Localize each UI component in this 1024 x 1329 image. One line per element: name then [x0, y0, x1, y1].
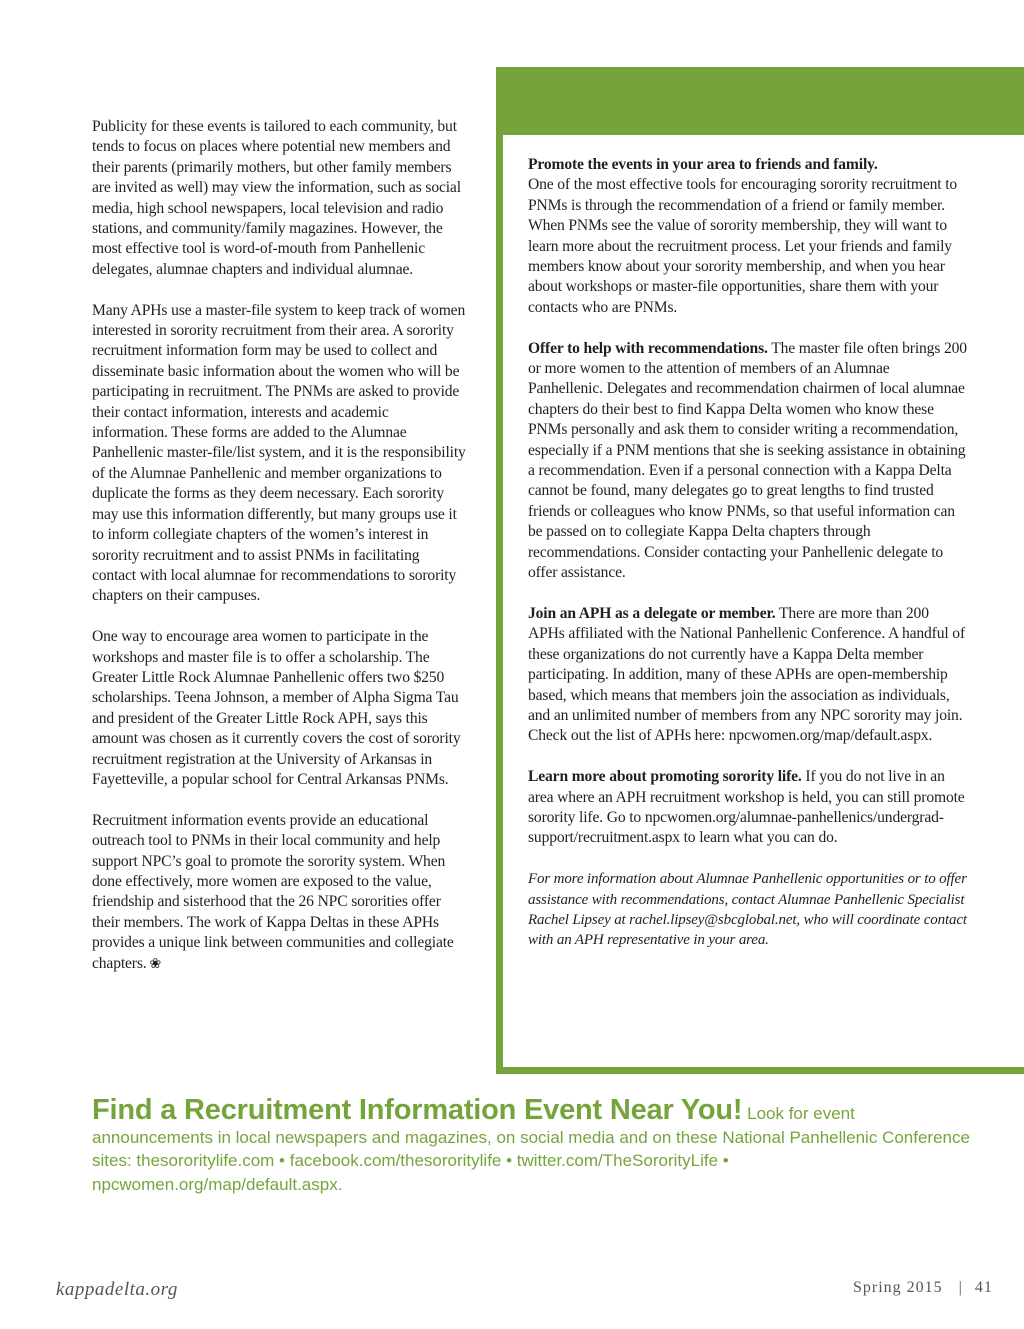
footer-site: kappadelta.org	[56, 1279, 178, 1300]
section-heading: Promote the events in your area to friends and family.	[528, 156, 878, 173]
footer-issue	[853, 1279, 993, 1297]
section-body: One of the most effective tools for encouraging sorority recruitment to PNMs is through the recommendation of a friend or family member. When PNMs see the value of sorority membership, they will want to learn more about the recruitment process. Let your friends and family members know about your sorority membership, and when you hear about workshops or master-file opportunities, share them with your contacts who are PNMs.	[528, 176, 958, 316]
callout-heading: Find a Recruitment Information Event Near You!	[92, 1094, 743, 1126]
section-heading: Join an APH as a delegate or member.	[528, 604, 776, 622]
callout-body: Look for event announcements in local newspapers and magazines, on social media and on these National Panhellenic Conference sites: thesororitylife.com • facebook.com/thesororitylife • twitter.com/TheSororityLife • npcwomen.org/map/default.aspx.	[92, 1104, 970, 1194]
left-paragraph-4	[92, 811, 467, 975]
left-paragraph-1: Publicity for these events is tailored to each community, but tends to focus on places where potential new members and their parents (primarily mothers, but other family members are invited as well) may view the information, such as social media, high school newspapers, local television and radio stations, and community/family magazines. However, the most effective tool is word-of-mouth from Panhellenic delegates, alumnae chapters and individual alumnae.	[92, 118, 461, 278]
sidebar-title: How Can I Help?	[32, 84, 329, 125]
section-heading: Offer to help with recommendations.	[528, 339, 768, 357]
section-body: If you do not live in an area where an APH recruitment workshop is held, you can still promote sorority life. Go to npcwomen.org/alumnae-panhellenics/undergrad-support/recruitment.aspx to learn what you can do.	[528, 768, 965, 847]
sidebar-content	[528, 155, 968, 971]
sidebar-section-learn	[528, 767, 968, 849]
end-mark-icon: ❀	[149, 956, 162, 972]
sidebar-contact-note: For more information about Alumnae Panhellenic opportunities or to offer assistance with recommendations, contact Alumnae Panhellenic Specialist Rachel Lipsey at rachel.lipsey@sbcglobal.net, who will coordinate contact with an APH representative in your area.	[528, 871, 967, 949]
footer-separator: |	[958, 1279, 963, 1296]
section-body: The master file often brings 200 or more women to the attention of members of an Alumnae Panhellenic. Delegates and recommendation chairmen of local alumnae chapters do their best to find Kappa Delta women who know these PNMs personally and ask them to consider writing a recommendation, especially if a PNM mentions that she is seeking assistance in obtaining a recommendation. Even if a personal connection with a Kappa Delta cannot be found, many delegates go to great lengths to find trusted friends or colleagues who know PNMs, so that useful information can be passed on to collegiate Kappa Delta chapters through recommendations. Consider contacting your Panhellenic delegate to offer assistance.	[528, 339, 967, 582]
sidebar-section-join	[528, 604, 968, 747]
page-number: 41	[974, 1279, 993, 1296]
left-paragraph-3: One way to encourage area women to participate in the workshops and master file is to offer a scholarship. The Greater Little Rock Alumnae Panhellenic offers two $250 scholarships. Teena Johnson, a member of Alpha Sigma Tau and president of the Greater Little Rock APH, says this amount was chosen as it currently covers the cost of sorority recruitment registration at the University of Arkansas in Fayetteville, a popular school for Central Arkansas PNMs.	[92, 628, 461, 788]
sidebar-section-promote	[528, 155, 968, 318]
section-body: There are more than 200 APHs affiliated with the National Panhellenic Conference. A handful of these organizations do not currently have a Kappa Delta member participating. In addition, many of these APHs are open-membership based, which means that members join the association as individuals, and an unlimited number of members from any NPC sorority may join. Check out the list of APHs here: npcwomen.org/map/default.aspx.	[528, 604, 965, 745]
sidebar-section-recommendations	[528, 339, 968, 584]
left-paragraph-2: Many APHs use a master-file system to keep track of women interested in sorority recruitment from their area. A sorority recruitment information form may be used to collect and disseminate basic information about the women who will be participating in recruitment. The PNMs are asked to provide their contact information, interests and academic information. These forms are added to the Alumnae Panhellenic master-file/list system, and it is the responsibility of the Alumnae Panhellenic and member organizations to duplicate the forms as they deem necessary. Each sorority may use this information differently, but many groups use it to inform collegiate chapters of the women’s interest in sorority recruitment and to assist PNMs in facilitating contact with local alumnae for recommendations to sorority chapters on their campuses.	[92, 301, 466, 605]
left-paragraph-4-text: Recruitment information events provide an educational outreach tool to PNMs in their local community and help support NPC’s goal to promote the sorority system. When done effectively, more women are exposed to the value, friendship and sisterhood that the 26 NPC sororities offer their members. The work of Kappa Deltas in these APHs provides a unique link between communities and collegiate chapters.	[92, 811, 454, 972]
footer-issue-label: Spring 2015	[853, 1279, 943, 1296]
event-callout	[92, 1094, 972, 1196]
left-column	[92, 117, 467, 995]
section-heading: Learn more about promoting sorority life.	[528, 768, 802, 786]
